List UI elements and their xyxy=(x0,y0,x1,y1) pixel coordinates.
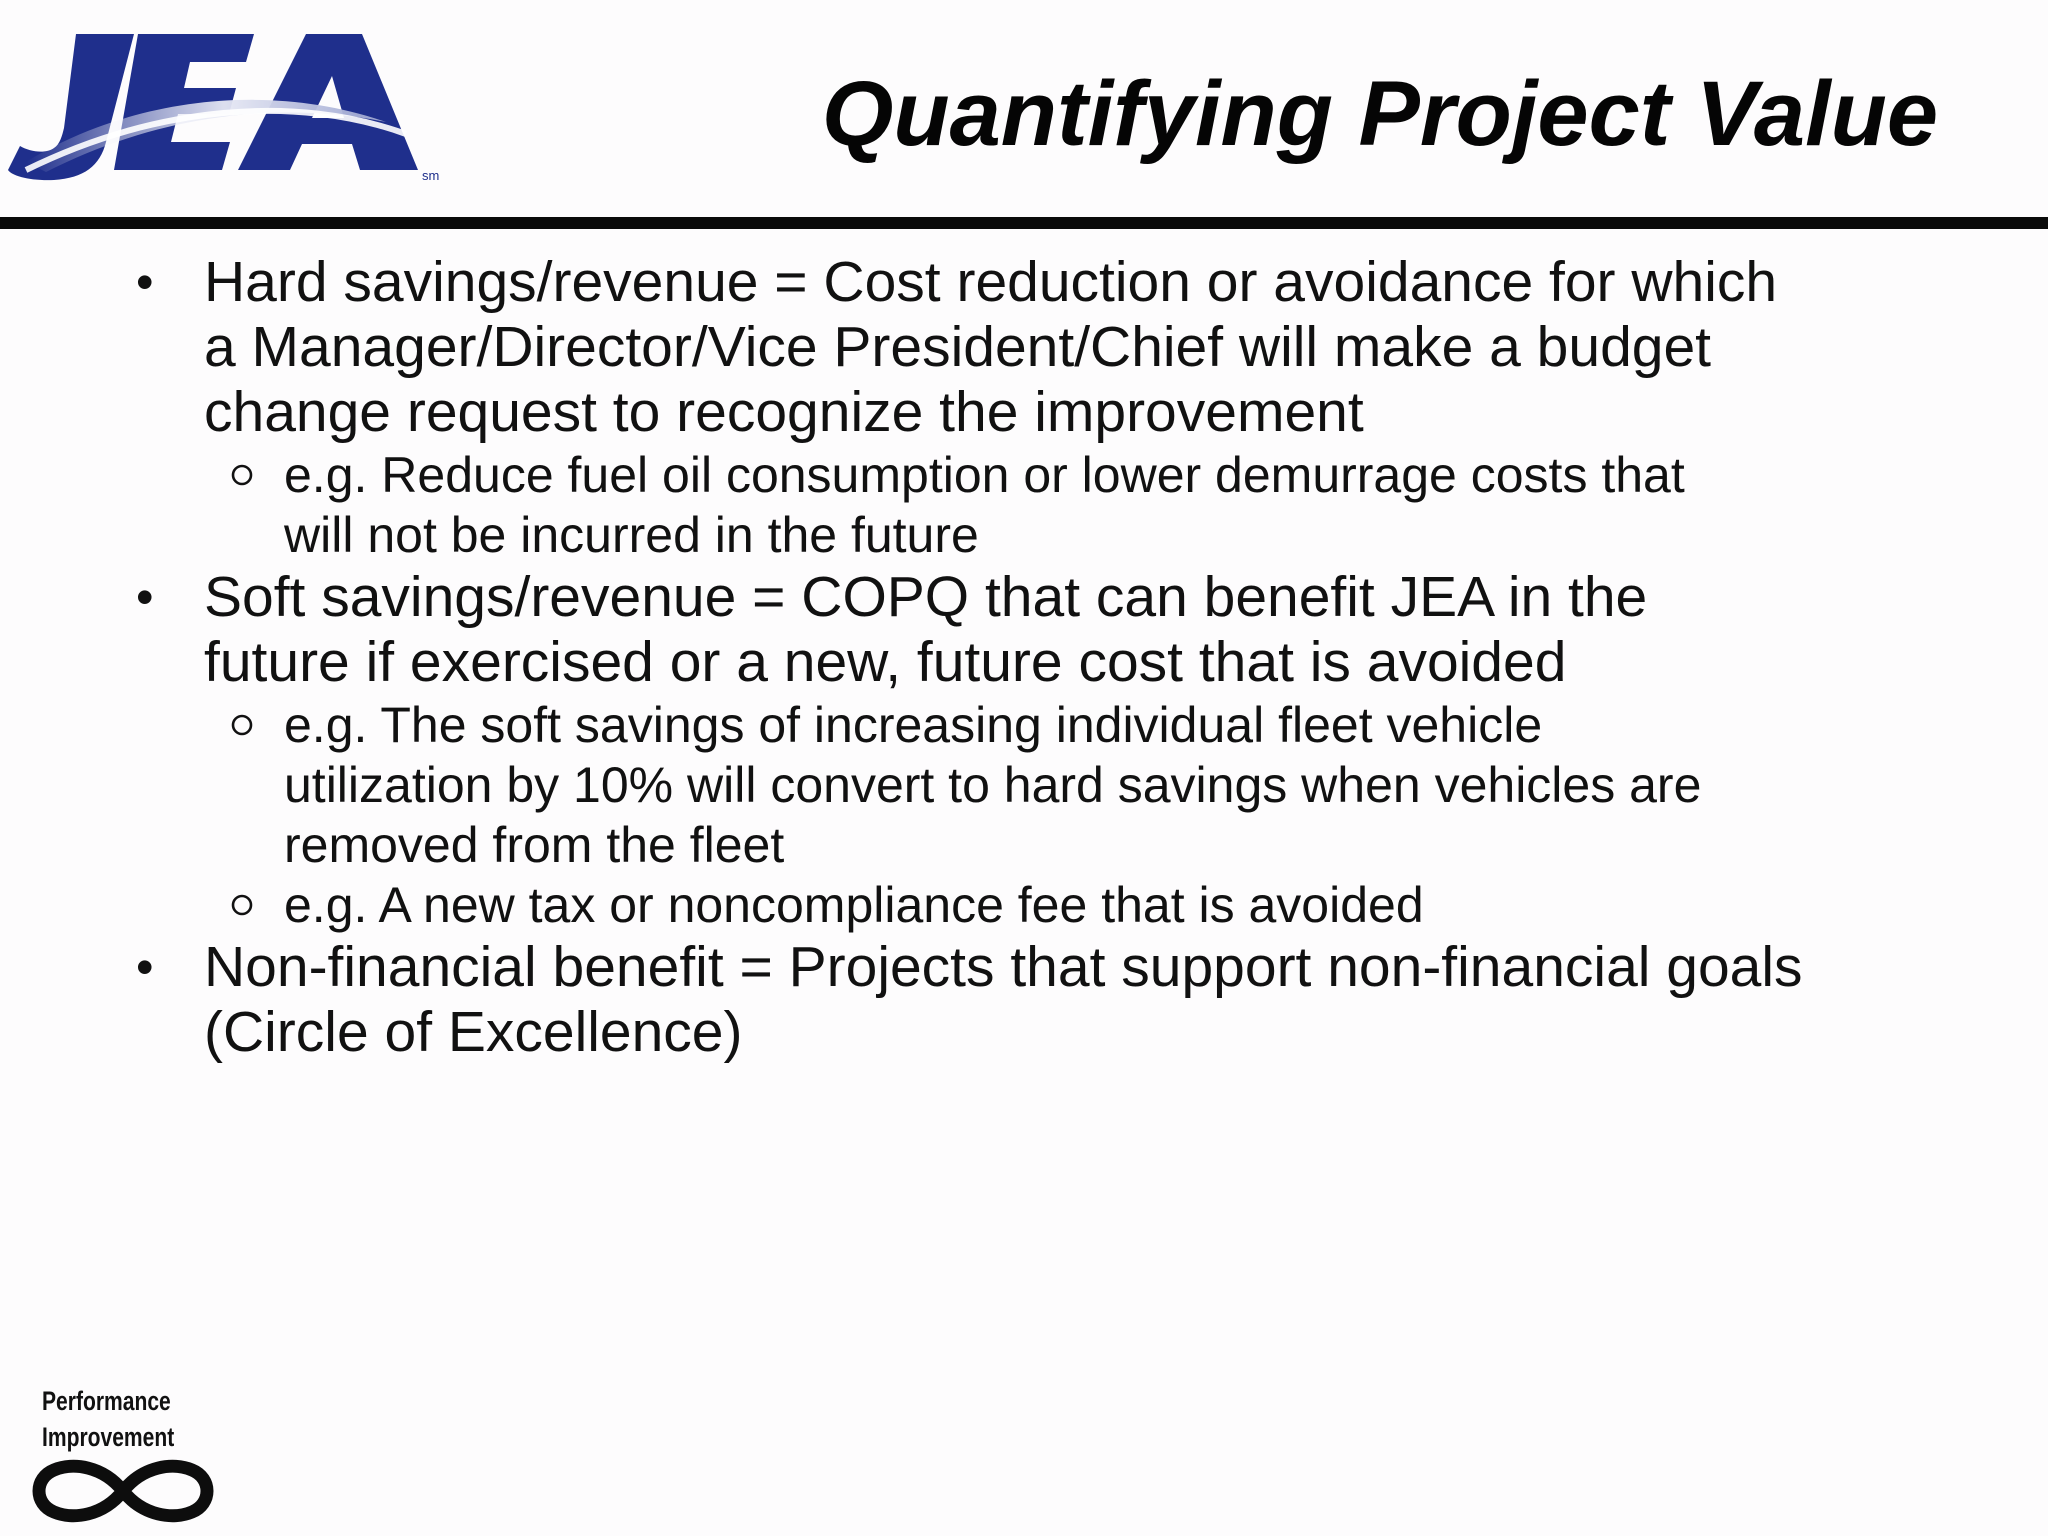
sub-bullet-line: e.g. A new tax or noncompliance fee that is avoided xyxy=(284,877,1424,933)
performance-improvement-logo xyxy=(28,1388,228,1528)
hollow-circle-icon xyxy=(228,461,256,489)
bullet-line: Non-financial benefit = Projects that support non-financial goals xyxy=(204,935,1803,999)
jea-logo xyxy=(6,30,456,200)
bullet-soft-savings xyxy=(136,565,1936,695)
bullet-line: a Manager/Director/Vice President/Chief will make a budget xyxy=(204,315,1712,379)
bullet-icon: • xyxy=(136,569,154,625)
bullet-line: Hard savings/revenue = Cost reduction or avoidance for which xyxy=(204,250,1778,314)
bullet-icon: • xyxy=(136,939,154,995)
bullet-list xyxy=(136,250,1936,1065)
sub-bullet-line: e.g. The soft savings of increasing individual fleet vehicle xyxy=(284,697,1543,753)
infinity-icon xyxy=(28,1456,218,1526)
bullet-non-financial xyxy=(136,935,1936,1065)
hollow-circle-icon xyxy=(228,891,256,919)
sub-bullet-line: will not be incurred in the future xyxy=(284,507,979,563)
pi-label-line1: Performance xyxy=(42,1386,171,1416)
bullet-line: future if exercised or a new, future cost that is avoided xyxy=(204,630,1567,694)
sub-bullet-tax-fee xyxy=(136,875,1936,935)
title-divider xyxy=(0,217,2048,229)
pi-label-line2: Improvement xyxy=(42,1422,175,1452)
bullet-line: change request to recognize the improvement xyxy=(204,380,1364,444)
bullet-hard-savings xyxy=(136,250,1936,445)
bullet-icon: • xyxy=(136,254,154,310)
sub-bullet-line: utilization by 10% will convert to hard savings when vehicles are xyxy=(284,757,1702,813)
slide-title: Quantifying Project Value xyxy=(821,63,1938,165)
bullet-line: Soft savings/revenue = COPQ that can benefit JEA in the xyxy=(204,565,1648,629)
sub-bullet-line: e.g. Reduce fuel oil consumption or lower demurrage costs that xyxy=(284,447,1685,503)
jea-logo-mark-icon xyxy=(6,30,456,200)
logo-sm-mark: sm xyxy=(422,168,440,183)
bullet-line: (Circle of Excellence) xyxy=(204,1000,743,1064)
sub-bullet-fleet-vehicle xyxy=(136,695,1936,875)
sub-bullet-line: removed from the fleet xyxy=(284,817,785,873)
hollow-circle-icon xyxy=(228,711,256,739)
sub-bullet-fuel-oil xyxy=(136,445,1936,565)
